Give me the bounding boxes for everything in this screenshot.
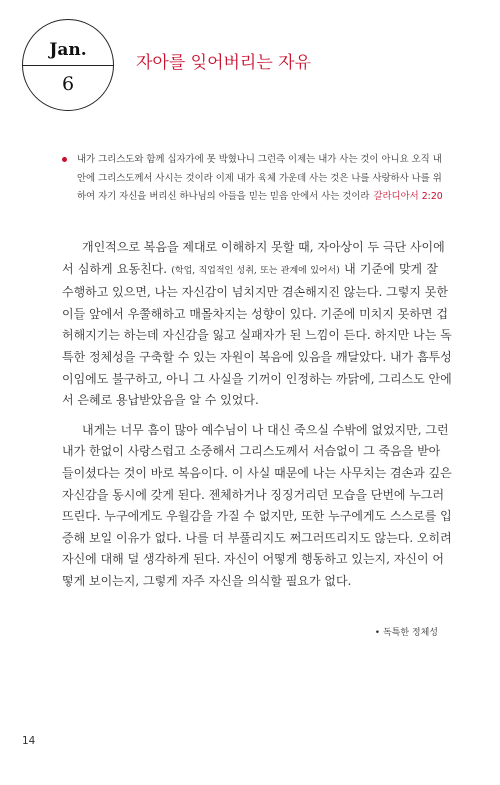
date-day: 6 <box>61 73 75 95</box>
verse-line-text: 하여 자기 자신을 버리신 하나님의 아들을 믿는 믿음 안에서 사는 것이라 <box>77 191 370 202</box>
page-number: 14 <box>22 735 36 747</box>
body-line-text: 서 심하게 요동친다. <box>62 261 168 276</box>
page-title: 자아를 잊어버리는 자유 <box>136 53 312 73</box>
body-line: 수행하고 있으면, 나는 자신감이 넘치지만 겸손해지진 않는다. 그렇지 못한 <box>62 285 448 300</box>
verse-reference: 갈라디아서 2:20 <box>373 191 443 202</box>
date-badge <box>22 19 114 111</box>
scripture-verse <box>77 151 443 207</box>
body-line: 떻게 보이는지, 그렇게 자주 자신을 의식할 필요가 없다. <box>62 573 352 588</box>
verse-bullet-icon <box>62 157 67 162</box>
body-line: 들이셨다는 것이 바로 복음이다. 이 사실 때문에 나는 사무치는 겸손과 깊은 <box>62 465 452 480</box>
date-month: Jan. <box>49 40 87 60</box>
body-line: 서 은혜로 용납받았음을 알 수 있었다. <box>62 393 259 408</box>
body-line: 특한 정체성을 구축할 수 있는 자원이 복음에 있음을 깨달았다. 내가 흠투성 <box>62 349 452 364</box>
verse-line: 안에 그리스도께서 사시는 것이라 이제 내가 육체 가운데 사는 것은 나를 사랑하사 나를 위 <box>77 172 442 184</box>
body-line: 허해지기는 하는데 자신감을 잃고 실패자가 된 느낌이 든다. 하지만 나는 독 <box>62 328 452 343</box>
body-line: 증해 보일 이유가 없다. 나를 더 부풀리지도 쩌그러뜨리지도 않는다. 오히려 <box>62 530 452 545</box>
paragraph-2 <box>62 420 452 593</box>
verse-line <box>77 188 443 207</box>
verse-line: 내가 그리스도와 함께 십자가에 못 박혔나니 그런즉 이제는 내가 사는 것이 아니요 오직 내 <box>77 154 442 165</box>
source-attribution: • 독특한 정체성 <box>374 628 438 638</box>
body-line: 뜨린다. 누구에게도 우월감을 가질 수 없지만, 또한 누구에게도 스스로를 입 <box>62 509 452 524</box>
body-line-text: 내 기준에 맞게 잘 <box>339 261 439 276</box>
body-line <box>62 259 438 283</box>
body-line: 이들 앞에서 우쭐해하고 매몰차지는 성향이 있다. 기준에 미치지 못하면 겁 <box>62 306 448 321</box>
parenthetical-note: (학업, 직업적인 성취, 또는 관계에 있어서) <box>171 265 340 276</box>
body-line: 내게는 너무 흠이 많아 예수님이 나 대신 죽으실 수밖에 없었지만, 그런 <box>82 422 449 437</box>
devotional-body <box>62 237 452 601</box>
paragraph-1 <box>62 237 452 412</box>
body-line: 내가 한없이 사랑스럽고 소중해서 그리스도께서 서슴없이 그 죽음을 받아 <box>62 444 441 459</box>
body-line: 개인적으로 복음을 제대로 이해하지 못할 때, 자아상이 두 극단 사이에 <box>82 240 445 254</box>
body-line: 자신에 대해 덜 생각하게 된다. 자신이 어떻게 행동하고 있는지, 자신이 어 <box>62 552 444 567</box>
date-divider <box>23 65 113 66</box>
body-line: 자신감을 동시에 갖게 된다. 젠체하거나 징징거리던 모습을 단번에 누그러 <box>62 487 445 502</box>
body-line: 이임에도 불구하고, 아니 그 사실을 기꺼이 인정하는 까닭에, 그리스도 안에 <box>62 371 452 386</box>
